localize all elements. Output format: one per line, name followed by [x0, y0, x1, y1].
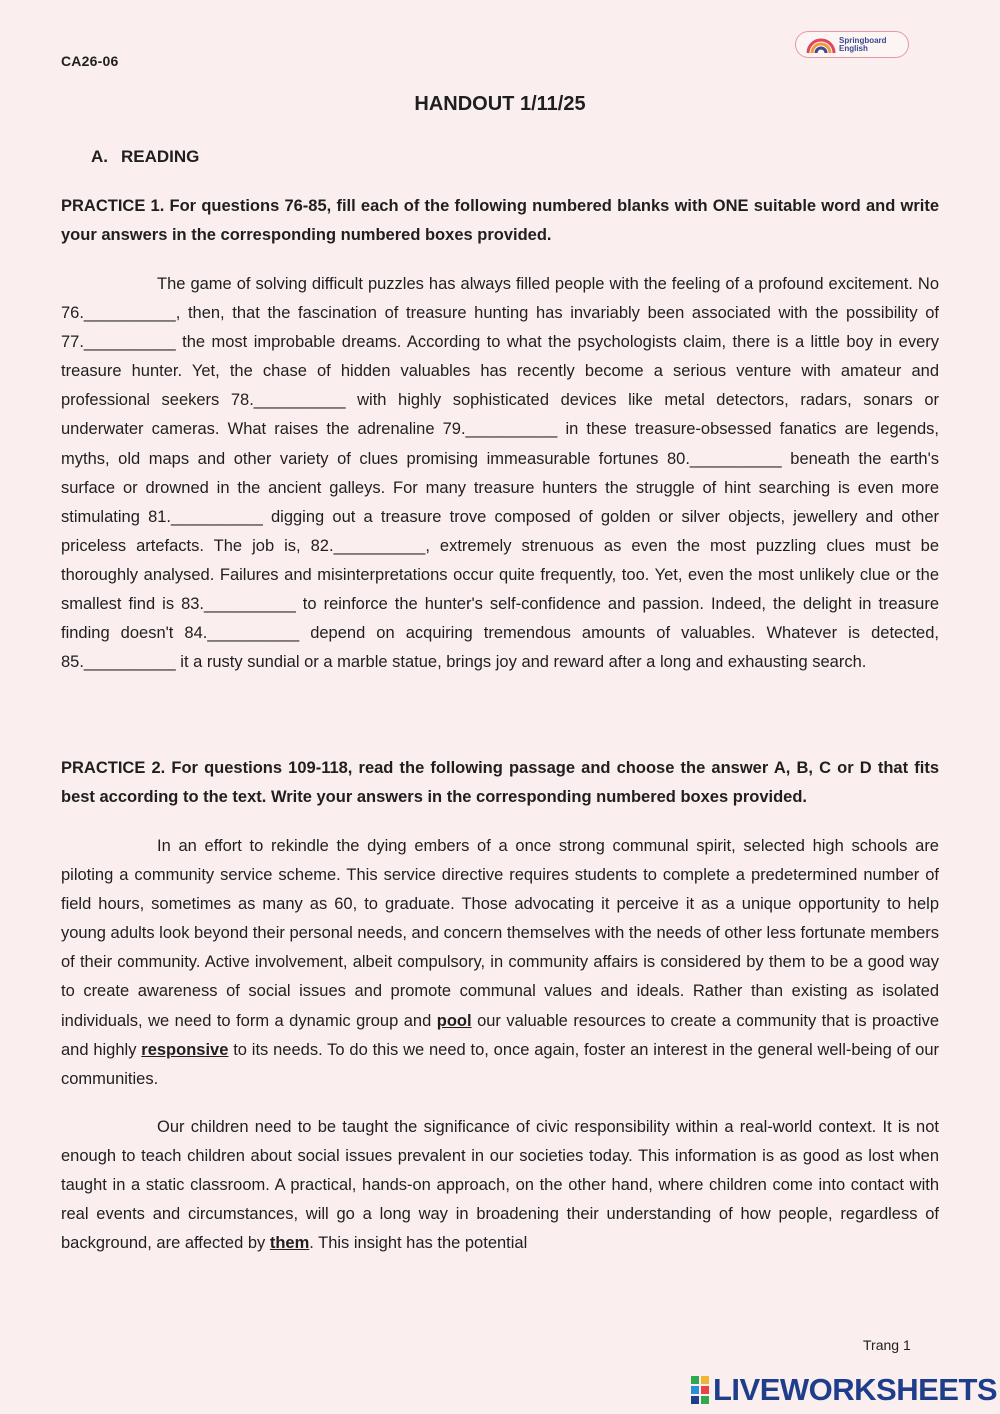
liveworksheets-text: LIVEWORKSHEETS: [713, 1372, 998, 1407]
liveworksheets-logo-icon: [691, 1376, 709, 1404]
rainbow-logo-icon: [806, 36, 836, 54]
logo-text: Springboard English: [839, 35, 887, 53]
document-code: CA26-06: [61, 53, 119, 69]
practice1-passage: [61, 270, 939, 677]
page-number: Trang 1: [863, 1337, 911, 1353]
keyword-them: them: [269, 1234, 310, 1253]
section-label: READING: [121, 147, 200, 166]
practice1-instruction: PRACTICE 1. For questions 76-85, fill each of the following numbered blanks with ONE suitable word and write your answers in the corresponding numbered boxes provided.: [61, 197, 939, 245]
section-heading: [91, 147, 199, 167]
springboard-logo: [795, 31, 909, 58]
section-letter: A.: [91, 147, 108, 166]
practice2-instruction: PRACTICE 2. For questions 109-118, read the following passage and choose the answer A, B, C or D that fits best according to the text. Write your answers in the corresponding numbered boxes provided.: [61, 759, 939, 807]
keyword-responsive: responsive: [141, 1040, 229, 1059]
keyword-pool: pool: [436, 1011, 472, 1030]
practice2-paragraph-2: Our children need to be taught the significance of civic responsibility within a real-world context. It is not enough to teach children about social issues prevalent in our societies today. This information is as good as lost when taught in a static classroom. A practical, hands-on approach, on the other hand, where children come into contact with real events and circumstances, will go a long way in broadening their understanding of how people, regardless of background, are affected by them. This insight has the potential: [61, 1117, 939, 1253]
liveworksheets-watermark: [691, 1374, 997, 1405]
page-title: HANDOUT 1/11/25: [414, 93, 586, 115]
practice2-passage: [61, 832, 939, 1258]
practice1-paragraph: The game of solving difficult puzzles has always filled people with the feeling of a profound excitement. No 76.__________, then, that the fascination of treasure hunting has invariably been associated with the possibility of 77.__________ the most improbable dreams. According to what the psychologists claim, there is a little boy in every treasure hunter. Yet, the chase of hidden valuables has recently become a serious venture with amateur and professional seekers 78.__________ with highly sophisticated devices like metal detectors, radars, sonars or underwater cameras. What raises the adrenaline 79.__________ in these treasure-obsessed fanatics are legends, myths, old maps and other variety of clues promising immeasurable fortunes 80.__________ beneath the earth's surface or drowned in the ancient galleys. For many treasure hunters the struggle of hint searching is even more stimulating 81.__________ digging out a treasure trove composed of golden or silver objects, jewellery and other priceless artefacts. The job is, 82.__________, extremely strenuous as even the most puzzling clues must be thoroughly analysed. Failures and misinterpretations occur quite frequently, too. Yet, even the most unlikely clue or the smallest find is 83.__________ to reinforce the hunter's self-confidence and passion. Indeed, the delight in treasure finding doesn't 84.__________ depend on acquiring tremendous amounts of valuables. Whatever is detected, 85.__________ it a rusty sundial or a marble statue, brings joy and reward after a long and exhausting search.: [61, 275, 939, 672]
practice2-paragraph-1: In an effort to rekindle the dying embers of a once strong communal spirit, selected high schools are piloting a community service scheme. This service directive requires students to complete a predetermined number of field hours, sometimes as many as 60, to graduate. Those advocating it perceive it as a unique opportunity to help young adults look beyond their personal needs, and concern themselves with the needs of other less fortunate members of their community. Active involvement, albeit compulsory, in community affairs is considered by them to be a good way to create awareness of social issues and promote communal values and ideals. Rather than existing as isolated individuals, we need to form a dynamic group and pool our valuable resources to create a community that is proactive and highly responsive to its needs. To do this we need to, once again, foster an interest in the general well-being of our communities.: [61, 837, 939, 1088]
